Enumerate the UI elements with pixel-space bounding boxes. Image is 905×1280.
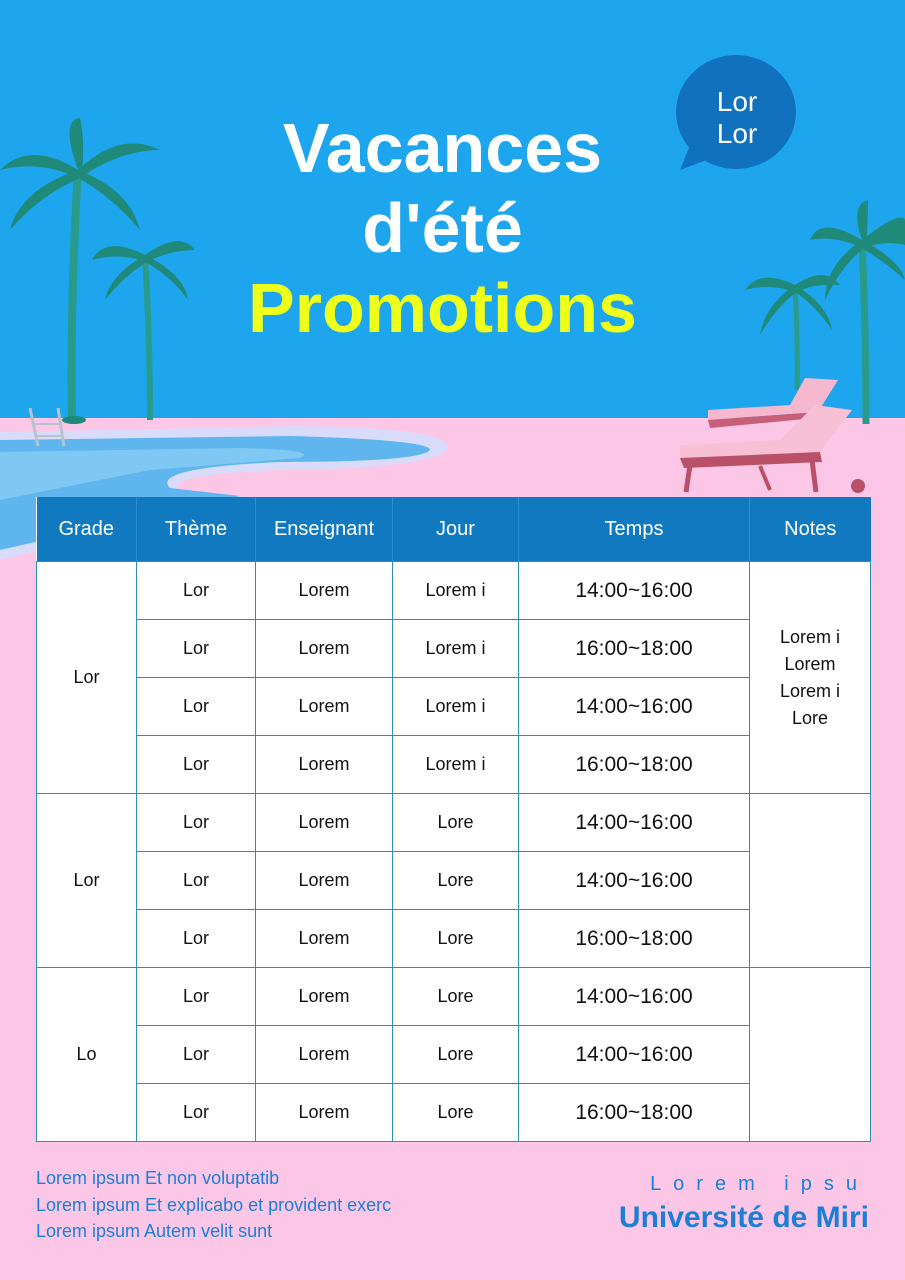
table-row xyxy=(37,678,871,736)
theme-cell: Lor xyxy=(137,968,256,1026)
teacher-cell: Lorem xyxy=(256,620,393,678)
grade-cell: Lor xyxy=(37,794,137,968)
notes-cell xyxy=(750,562,871,794)
header-teacher: Enseignant xyxy=(256,497,393,562)
footer-notes xyxy=(36,1165,391,1245)
organization-name: Université de Miri xyxy=(618,1201,869,1234)
title-line-3: Promotions xyxy=(248,269,637,347)
table-row xyxy=(37,852,871,910)
notes-cell xyxy=(750,794,871,968)
theme-cell: Lor xyxy=(137,852,256,910)
notes-line: Lorem i xyxy=(779,626,841,647)
theme-cell: Lor xyxy=(137,562,256,620)
notes-cell xyxy=(750,968,871,1142)
table-row xyxy=(37,1084,871,1142)
table-row xyxy=(37,1026,871,1084)
day-cell: Lore xyxy=(393,852,519,910)
bubble-line-1: Lor xyxy=(716,86,758,117)
teacher-cell: Lorem xyxy=(256,968,393,1026)
day-cell: Lorem i xyxy=(393,562,519,620)
footer-line: Lorem ipsum Et non voluptatib xyxy=(36,1168,280,1188)
table-row xyxy=(37,910,871,968)
time-cell: 16:00~18:00 xyxy=(519,620,750,678)
day-cell: Lore xyxy=(393,1026,519,1084)
teacher-cell: Lorem xyxy=(256,910,393,968)
time-cell: 16:00~18:00 xyxy=(519,736,750,794)
teacher-cell: Lorem xyxy=(256,852,393,910)
title-line-1: Vacances xyxy=(282,109,603,187)
header-notes: Notes xyxy=(750,497,871,562)
day-cell: Lore xyxy=(393,794,519,852)
footer-line: Lorem ipsum Autem velit sunt xyxy=(36,1221,273,1241)
time-cell: 14:00~16:00 xyxy=(519,678,750,736)
teacher-cell: Lorem xyxy=(256,794,393,852)
palm-tree-left-large xyxy=(0,118,160,424)
teacher-cell: Lorem xyxy=(256,562,393,620)
day-cell: Lorem i xyxy=(393,620,519,678)
day-cell: Lorem i xyxy=(393,736,519,794)
theme-cell: Lor xyxy=(137,678,256,736)
time-cell: 14:00~16:00 xyxy=(519,794,750,852)
teacher-cell: Lorem xyxy=(256,1084,393,1142)
theme-cell: Lor xyxy=(137,1084,256,1142)
table-row xyxy=(37,968,871,1026)
day-cell: Lore xyxy=(393,910,519,968)
header-theme: Thème xyxy=(137,497,256,562)
time-cell: 14:00~16:00 xyxy=(519,852,750,910)
grade-cell: Lo xyxy=(37,968,137,1142)
speech-bubble-text xyxy=(676,86,798,150)
day-cell: Lore xyxy=(393,968,519,1026)
header-day: Jour xyxy=(393,497,519,562)
theme-cell: Lor xyxy=(137,736,256,794)
table-header-row xyxy=(37,497,871,562)
table-row xyxy=(37,620,871,678)
table-row xyxy=(37,794,871,852)
grade-cell: Lor xyxy=(37,562,137,794)
header-time: Temps xyxy=(519,497,750,562)
table-row xyxy=(37,736,871,794)
title-line-2: d'été xyxy=(362,189,523,267)
theme-cell: Lor xyxy=(137,1026,256,1084)
theme-cell: Lor xyxy=(137,620,256,678)
time-cell: 16:00~18:00 xyxy=(519,1084,750,1142)
theme-cell: Lor xyxy=(137,794,256,852)
footer-line: Lorem ipsum Et explicabo et provident exerc xyxy=(36,1194,392,1215)
notes-line: Lorem i xyxy=(779,680,841,701)
notes-line: Lorem xyxy=(784,653,836,674)
bubble-line-2: Lor xyxy=(716,118,758,149)
teacher-cell: Lorem xyxy=(256,1026,393,1084)
header-grade: Grade xyxy=(37,497,137,562)
notes-line: Lore xyxy=(791,707,829,728)
schedule-table xyxy=(36,497,871,1142)
table-row xyxy=(37,562,871,620)
time-cell: 14:00~16:00 xyxy=(519,1026,750,1084)
time-cell: 14:00~16:00 xyxy=(519,968,750,1026)
organization-subtitle: Lorem ipsu xyxy=(650,1173,869,1195)
day-cell: Lorem i xyxy=(393,678,519,736)
lounge-chairs xyxy=(680,378,865,493)
time-cell: 16:00~18:00 xyxy=(519,910,750,968)
time-cell: 14:00~16:00 xyxy=(519,562,750,620)
day-cell: Lore xyxy=(393,1084,519,1142)
theme-cell: Lor xyxy=(137,910,256,968)
teacher-cell: Lorem xyxy=(256,678,393,736)
teacher-cell: Lorem xyxy=(256,736,393,794)
